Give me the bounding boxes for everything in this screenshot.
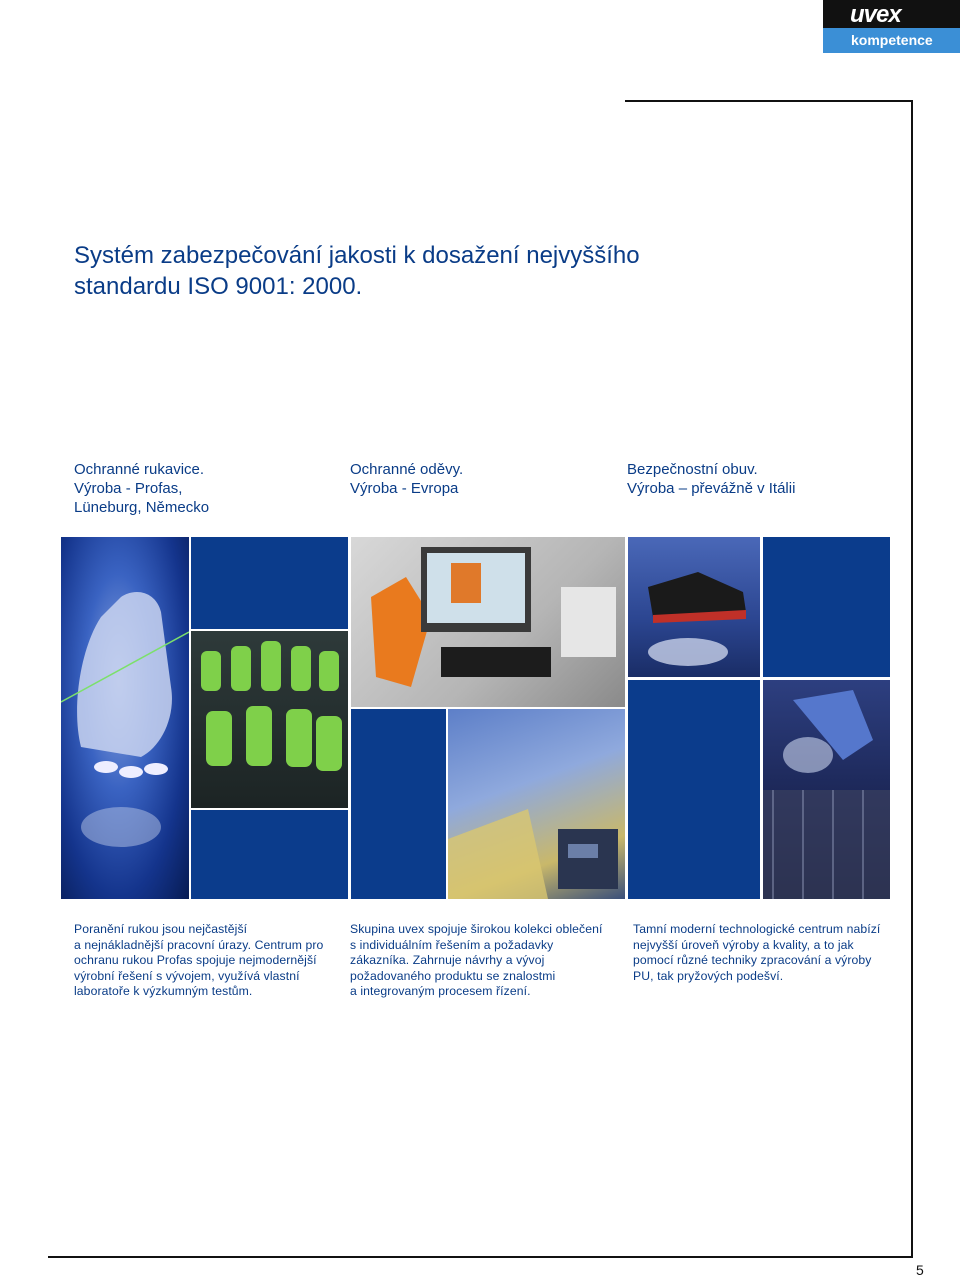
blue-tile <box>191 537 348 629</box>
text-line: Poranění rukou jsou nejčastější <box>74 922 248 936</box>
title-line: standardu ISO 9001: 2000. <box>74 273 363 300</box>
text-line: požadovaného produktu se znalostmi <box>350 968 556 983</box>
page-title <box>74 240 714 302</box>
column-heading-footwear <box>627 460 795 498</box>
text-line: s individuálním řešením a požadavky <box>350 937 554 952</box>
photo-green-gloves <box>191 631 348 808</box>
text-line: výrobní řešení s vývojem, využívá vlastní <box>74 968 300 983</box>
text-line: laboratoře k výzkumným testům. <box>74 984 253 999</box>
text-line: zákazníka. Zahrnuje návrhy a vývoj <box>350 953 545 968</box>
computer-icon <box>351 537 625 707</box>
column-text-footwear <box>633 922 880 984</box>
column-heading-clothing <box>350 460 463 498</box>
logo-tagline: kompetence <box>851 32 933 48</box>
heading-line: Lüneburg, Německo <box>74 499 210 516</box>
frame-line-bottom <box>48 1256 913 1258</box>
text-line: ochranu rukou Profas spojuje nejmodernější <box>74 953 317 968</box>
text-line: pomocí různé techniky zpracování a výroby <box>633 953 872 968</box>
frame-line-right <box>911 100 913 1258</box>
photo-shoe-production <box>628 537 760 677</box>
logo-brand: uvex <box>850 1 901 28</box>
text-line: Skupina uvex spojuje širokou kolekci oblečení <box>350 922 603 936</box>
heading-line: Ochranné oděvy. <box>350 461 464 478</box>
blue-tile <box>351 709 446 899</box>
glove-icon <box>61 537 189 899</box>
frame-line-top <box>625 100 913 102</box>
heading-line: Ochranné rukavice. <box>74 461 205 478</box>
gloves-production-icon <box>191 631 348 808</box>
text-line: a integrovaným procesem řízení. <box>350 984 531 999</box>
blue-tile <box>628 680 760 899</box>
shoe-icon <box>628 537 760 677</box>
blue-tile <box>191 810 348 899</box>
text-line: nejvyšší úroveň výroby a kvality, a to jak <box>633 937 854 952</box>
text-line: PU, tak pryžových podešví. <box>633 968 784 983</box>
heading-line: Výroba – převážně v Itálii <box>627 480 796 497</box>
text-line: a nejnákladnější pracovní úrazy. Centrum pro <box>74 937 324 952</box>
column-text-gloves <box>74 922 323 1000</box>
column-heading-gloves <box>74 460 209 517</box>
column-text-clothing <box>350 922 602 1000</box>
robot-arm-icon <box>763 680 890 899</box>
title-line: Systém zabezpečování jakosti k dosažení nejvyššího <box>74 242 640 269</box>
photo-cad-design <box>351 537 625 707</box>
machine-icon <box>448 709 625 899</box>
heading-line: Bezpečnostní obuv. <box>627 461 758 478</box>
text-line: Tamní moderní technologické centrum nabízí <box>633 922 881 936</box>
blue-tile <box>763 537 890 677</box>
page-number: 5 <box>916 1262 924 1278</box>
photo-robot-arm <box>763 680 890 899</box>
heading-line: Výroba - Profas, <box>74 480 183 497</box>
photo-glove-testing <box>61 537 189 899</box>
heading-line: Výroba - Evropa <box>350 480 459 497</box>
photo-cutting-machine <box>448 709 625 899</box>
